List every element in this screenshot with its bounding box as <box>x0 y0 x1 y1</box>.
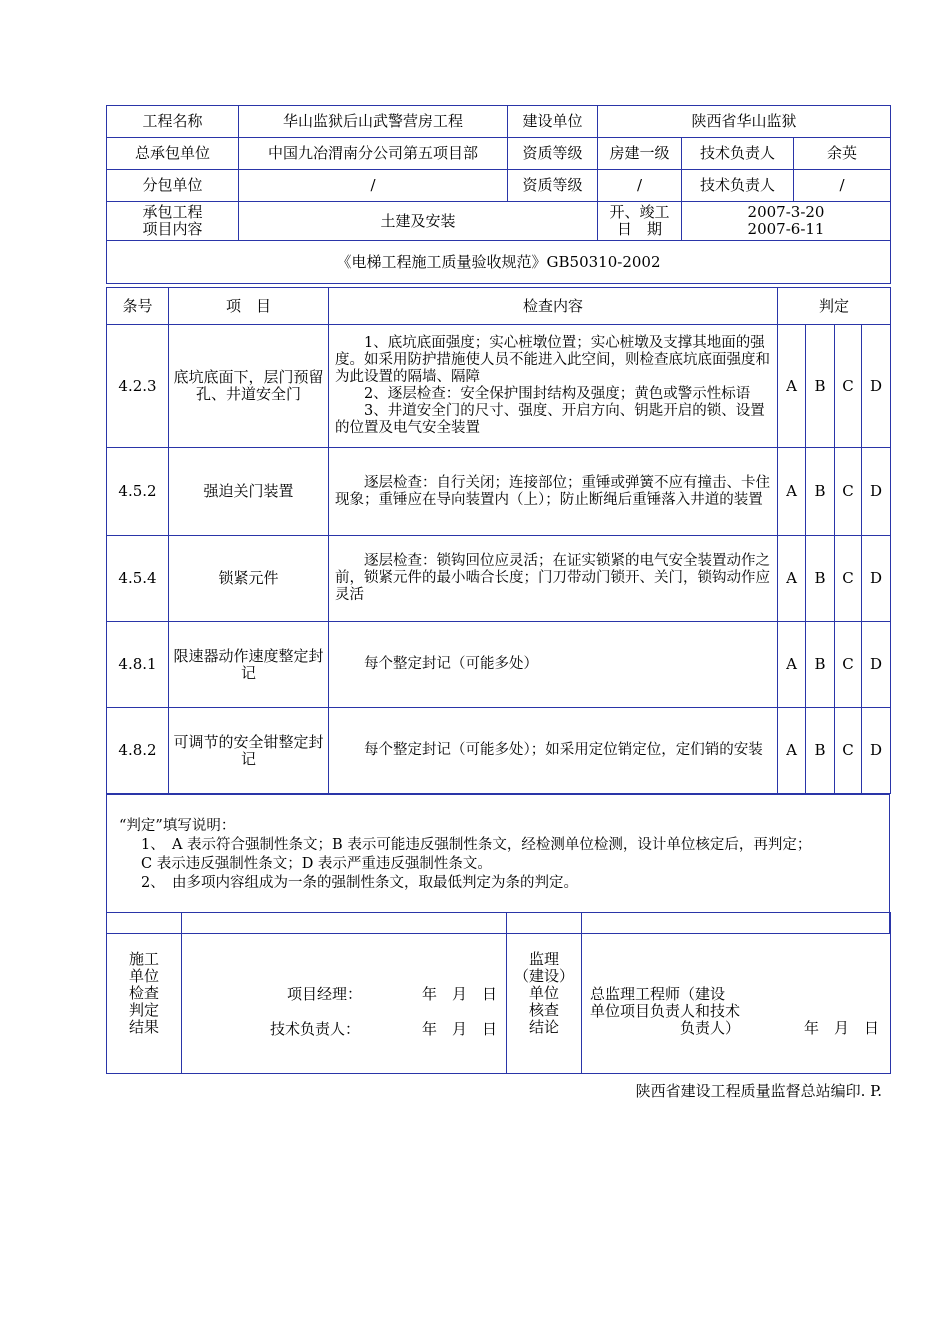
label-line: 监理 <box>528 949 559 968</box>
inspection-items-table <box>106 287 891 794</box>
item-name: 强迫关门装置 <box>169 448 329 536</box>
signature-table <box>106 912 891 1074</box>
item-content <box>329 708 778 794</box>
grade-c[interactable]: C <box>835 622 862 708</box>
item-no: 4.5.2 <box>107 448 169 536</box>
subcontractor: / <box>239 170 508 202</box>
table-row <box>107 536 891 622</box>
label-line: （建设） <box>513 966 574 985</box>
content-line: 2、逐层检查：安全保护围封结构及强度；黄色或警示性标语 <box>364 386 751 402</box>
project-name-label: 工程名称 <box>107 106 239 138</box>
tech-lead-sign-label: 技术负责人： <box>270 1020 361 1038</box>
item-name: 锁紧元件 <box>169 536 329 622</box>
table-row <box>107 622 891 708</box>
note-1a: 1、 A 表示符合强制性条文；B 表示可能违反强制性条文，经检测单位检测，设计单位核定后，再判定； <box>141 837 812 853</box>
sub-qualification-label: 资质等级 <box>508 170 598 202</box>
contractor: 中国九冶渭南分公司第五项目部 <box>239 138 508 170</box>
grade-d[interactable]: D <box>862 448 891 536</box>
col-item-header: 项 目 <box>169 288 329 325</box>
label-line: 单位 <box>528 983 559 1002</box>
project-info-table <box>106 105 891 284</box>
contractor-tech-lead: 余英 <box>794 138 891 170</box>
dates <box>682 202 891 241</box>
scope-label-line2: 项目内容 <box>142 220 203 238</box>
dates-label <box>598 202 682 241</box>
grade-a[interactable]: A <box>778 448 806 536</box>
note-1b: C 表示违反强制性条文；D 表示严重违反强制性条文。 <box>141 856 492 872</box>
construction-unit-label <box>107 913 182 1074</box>
label-line: 施工 <box>128 949 159 968</box>
grade-c[interactable]: C <box>835 708 862 794</box>
construction-signature-area[interactable] <box>182 913 507 1074</box>
grade-b[interactable]: B <box>806 325 835 448</box>
sub-tech-lead-label: 技术负责人 <box>682 170 794 202</box>
content-line: 每个整定封记（可能多处）；如采用定位销定位，定们销的安装 <box>364 742 763 758</box>
table-row <box>107 708 891 794</box>
grade-d[interactable]: D <box>862 708 891 794</box>
label-line: 单位 <box>128 966 159 985</box>
grade-a[interactable]: A <box>778 536 806 622</box>
table-row <box>107 448 891 536</box>
tech-date: 年 月 日 <box>422 1020 498 1038</box>
item-name: 可调节的安全钳整定封记 <box>169 708 329 794</box>
notes-title: “判定”填写说明： <box>119 818 236 834</box>
grade-b[interactable]: B <box>806 622 835 708</box>
sub-tech-lead: / <box>794 170 891 202</box>
subcontractor-label: 分包单位 <box>107 170 239 202</box>
label-line: 结果 <box>128 1017 159 1036</box>
supervision-unit-label <box>507 913 582 1074</box>
item-no: 4.5.4 <box>107 536 169 622</box>
project-manager-label: 项目经理： <box>287 985 363 1003</box>
grade-d[interactable]: D <box>862 622 891 708</box>
item-name: 限速器动作速度整定封记 <box>169 622 329 708</box>
grade-b[interactable]: B <box>806 536 835 622</box>
item-content <box>329 536 778 622</box>
start-date: 2007-3-20 <box>747 203 825 221</box>
contractor-label: 总承包单位 <box>107 138 239 170</box>
dates-label-line2: 日 期 <box>616 220 662 238</box>
grade-d[interactable]: D <box>862 325 891 448</box>
content-line: 逐层检查：锁钩回位应灵活；在证实锁紧的电气安全装置动作之前，锁紧元件的最小啮合长度；门刀带动门锁开、关门，锁钩动作应灵活 <box>335 553 770 603</box>
footer-publisher: 陕西省建设工程质量监督总站编印. P. <box>635 1082 882 1100</box>
content-line: 每个整定封记（可能多处） <box>364 656 538 672</box>
sub-qualification: / <box>598 170 682 202</box>
scope-label <box>107 202 239 241</box>
project-name: 华山监狱后山武警营房工程 <box>239 106 508 138</box>
contractor-qualification: 房建一级 <box>598 138 682 170</box>
grade-c[interactable]: C <box>835 325 862 448</box>
item-no: 4.8.1 <box>107 622 169 708</box>
note-2: 2、 由多项内容组成为一条的强制性条文，取最低判定为条的判定。 <box>141 875 578 891</box>
chief-supervisor-label-1: 总监理工程师（建设 <box>590 985 726 1003</box>
item-content <box>329 325 778 448</box>
end-date: 2007-6-11 <box>747 220 825 238</box>
tech-lead-label: 技术负责人 <box>682 138 794 170</box>
supervision-signature-area[interactable] <box>582 913 891 1074</box>
owner: 陕西省华山监狱 <box>598 106 891 138</box>
grade-b[interactable]: B <box>806 448 835 536</box>
grade-c[interactable]: C <box>835 448 862 536</box>
item-content <box>329 448 778 536</box>
standard-title: 《电梯工程施工质量验收规范》GB50310-2002 <box>107 241 891 284</box>
item-content <box>329 622 778 708</box>
owner-label: 建设单位 <box>508 106 598 138</box>
chief-date: 年 月 日 <box>804 1019 880 1037</box>
grade-b[interactable]: B <box>806 708 835 794</box>
grade-a[interactable]: A <box>778 622 806 708</box>
dates-label-line1: 开、竣工 <box>609 203 670 221</box>
label-line: 检查 <box>128 983 159 1002</box>
content-line: 逐层检查：自行关闭；连接部位；重锤或弹簧不应有撞击、卡住现象；重锤应在导向装置内（上）；防止断绳后重锤落入井道的装置 <box>335 474 770 508</box>
content-line: 3、井道安全门的尺寸、强度、开启方向、钥匙开启的锁、设置的位置及电气安全装置 <box>335 403 765 436</box>
label-line: 结论 <box>528 1017 559 1036</box>
label-line: 核查 <box>528 1000 559 1019</box>
table-row <box>107 325 891 448</box>
grade-c[interactable]: C <box>835 536 862 622</box>
col-content-header: 检查内容 <box>329 288 778 325</box>
col-no-header: 条号 <box>107 288 169 325</box>
qualification-label: 资质等级 <box>508 138 598 170</box>
chief-supervisor-label-3: 负责人） <box>680 1019 741 1037</box>
scope-label-line1: 承包工程 <box>142 203 203 221</box>
content-line: 1、底坑底面强度；实心桩墩位置；实心桩墩及支撑其地面的强度。如采用防护措施使人员不能进入此空间，则检查底坑底面强度和为此设置的隔墙、隔障 <box>335 335 770 385</box>
scope: 土建及安装 <box>239 202 598 241</box>
pm-date: 年 月 日 <box>422 985 498 1003</box>
grade-d[interactable]: D <box>862 536 891 622</box>
col-judge-header: 判定 <box>778 288 891 325</box>
item-name: 底坑底面下，层门预留孔、井道安全门 <box>169 325 329 448</box>
item-no: 4.8.2 <box>107 708 169 794</box>
grade-a[interactable]: A <box>778 708 806 794</box>
item-no: 4.2.3 <box>107 325 169 448</box>
label-line: 判定 <box>128 1000 159 1019</box>
grade-a[interactable]: A <box>778 325 806 448</box>
chief-supervisor-label-2: 单位项目负责人和技术 <box>590 1002 741 1020</box>
